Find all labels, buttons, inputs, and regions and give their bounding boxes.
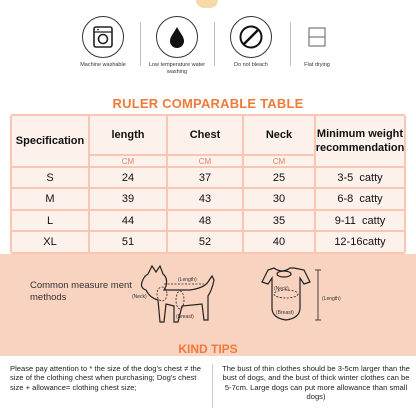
length-label: (Length) [178, 277, 197, 283]
weight-unit: catty [362, 214, 386, 227]
care-item-low-temp [142, 16, 212, 75]
weight-value: 3-5 [337, 171, 354, 184]
divider [214, 22, 215, 66]
chest-cell: 52 [168, 232, 242, 252]
care-item-no-bleach [216, 16, 286, 69]
weight-value: 12-16 [334, 236, 363, 248]
neck-cell: 30 [244, 189, 314, 209]
length-cell: 24 [90, 168, 166, 187]
unit-label: CM [168, 156, 242, 166]
garment-diagram [238, 260, 358, 340]
length-label: (Length) [322, 296, 341, 302]
length-cell: 51 [90, 232, 166, 252]
neck-cell: 25 [244, 168, 314, 187]
size-cell: L [12, 211, 88, 230]
care-label: Machine washable [80, 62, 126, 68]
tip-left-text: Please pay attention to * the size of the dog's chest ≠ the size of the clothing chest when purchasing; Dog's chest size + allowance= clothing chest size; [10, 364, 201, 392]
care-label: Low temperature water washing [148, 62, 206, 75]
measure-method-label: Common measure ment methods [30, 280, 132, 303]
dog-side-view-diagram [130, 260, 226, 338]
divider [212, 364, 213, 408]
breast-label: (Breast) [176, 314, 194, 320]
size-table [10, 114, 406, 254]
length-cell: 39 [90, 189, 166, 209]
breast-label: (Breast) [276, 310, 294, 316]
divider [140, 22, 141, 66]
weight-cell [316, 168, 404, 187]
header-length: length [90, 116, 166, 154]
header-specification: Specification [12, 116, 88, 166]
neck-label: (Neck) [274, 286, 289, 292]
header-chest: Chest [168, 116, 242, 154]
table-title: RULER COMPARABLE TABLE [112, 96, 304, 111]
care-item-machine-wash [68, 16, 138, 69]
weight-value: 6-8 [337, 193, 354, 205]
weight-unit: catty [362, 236, 386, 248]
size-cell: XL [12, 232, 88, 252]
care-instructions [0, 8, 416, 88]
water-drop-icon [156, 16, 198, 58]
neck-cell: 40 [244, 232, 314, 252]
unit-label: CM [90, 156, 166, 166]
weight-cell [316, 232, 404, 252]
weight-cell [316, 189, 404, 209]
header-neck: Neck [244, 116, 314, 154]
weight-value: 9-11 [334, 214, 356, 227]
care-label: Flat drying [304, 62, 330, 68]
size-cell: S [12, 168, 88, 187]
size-cell: M [12, 189, 88, 209]
chest-cell: 48 [168, 211, 242, 230]
chest-cell: 37 [168, 168, 242, 187]
chest-cell: 43 [168, 189, 242, 209]
care-label: Do not bleach [234, 62, 268, 68]
weight-unit: catty [359, 171, 383, 184]
header-minimum-weight: Minimum weight recommendation [316, 116, 404, 166]
no-bleach-icon [230, 16, 272, 58]
unit-label: CM [244, 156, 314, 166]
flat-dry-icon [296, 16, 338, 58]
length-cell: 44 [90, 211, 166, 230]
measurement-section [0, 254, 416, 340]
neck-label: (Neck) [132, 294, 147, 300]
washing-machine-icon [82, 16, 124, 58]
neck-cell: 35 [244, 211, 314, 230]
tip-right-text: The bust of thin clothes should be 3-5cm larger than the bust of dogs, and the bust of thick winter clothes can be 5-7cm. Large dogs can put more allowance than small dogs) [222, 364, 410, 401]
top-decoration [196, 0, 218, 8]
weight-unit: catty [359, 193, 383, 205]
weight-cell [316, 211, 404, 230]
care-item-flat-dry [282, 16, 352, 69]
kind-tips-title: KIND TIPS [178, 342, 238, 356]
